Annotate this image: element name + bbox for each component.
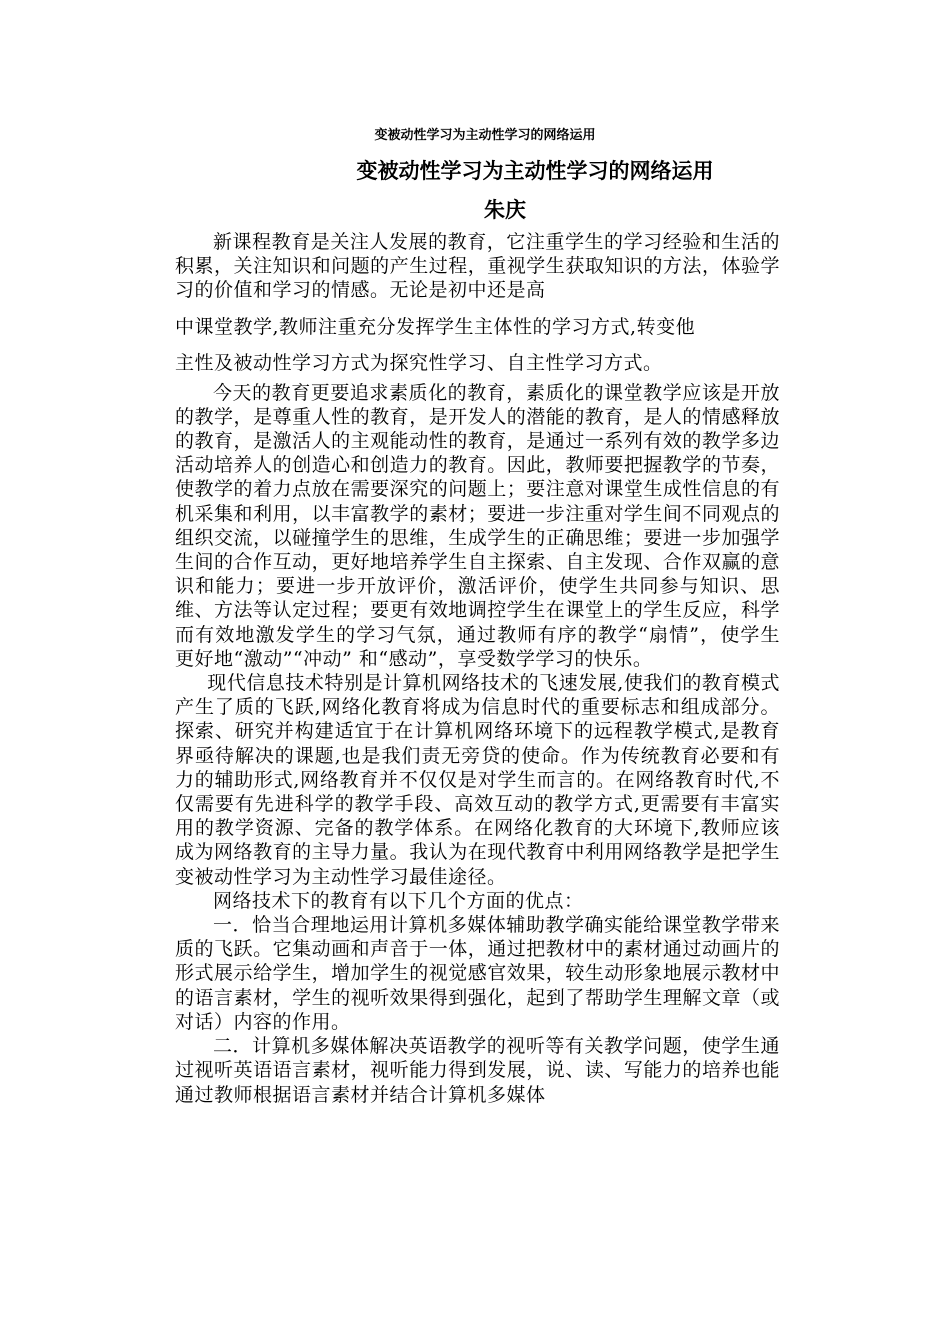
paragraph: 二．计算机多媒体解决英语教学的视听等有关教学问题，使学生通过视听英语语言素材，视听能力得到发展，说、读、写能力的培养也能通过教师根据语言素材并结合计算机多媒体 [175, 1035, 780, 1106]
article-author: 朱庆 [484, 198, 526, 222]
paragraph: 一．恰当合理地运用计算机多媒体辅助教学确实能给课堂教学带来质的飞跃。它集动画和声音于一体，通过把教材中的素材通过动画片的形式展示给学生，增加学生的视觉感官效果，较生动形象地展示教材中的语言素材，学生的视听效果得到强化，起到了帮助学生理解文章（或对话）内容的作用。 [175, 914, 780, 1033]
paragraph: 现代信息技术特别是计算机网络技术的飞速发展,使我们的教育模式产生了质的飞跃,网络化教育将成为信息时代的重要标志和组成部分。探索、研究并构建适宜于在计算机网络环境下的远程教学模式,是教育界亟待解决的课题,也是我们责无旁贷的使命。作为传统教育必要和有力的辅助形式,网络教育并不仅仅是对学生而言的。在网络教育时代,不仅需要有先进科学的教学手段、高效互动的教学方式,更需要有丰富实用的教学资源、完备的教学体系。在网络化教育的大环境下,教师应该成为网络教育的主导力量。我认为在现代教育中利用网络教学是把学生变被动性学习为主动性学习最佳途径。 [175, 672, 780, 888]
paragraph: 网络技术下的教育有以下几个方面的优点： [213, 889, 584, 912]
article-body [175, 230, 780, 1107]
running-header: 变被动性学习为主动性学习的网络运用 [374, 128, 596, 143]
paragraph: 主性及被动性学习方式为探究性学习、自主性学习方式。 [175, 351, 663, 374]
paragraph: 新课程教育是关注人发展的教育，它注重学生的学习经验和生活的积累，关注知识和问题的产生过程，重视学生获取知识的方法，体验学习的价值和学习的情感。无论是初中还是高 [175, 231, 780, 302]
paragraph: 中课堂教学,教师注重充分发挥学生主体性的学习方式,转变他 [175, 315, 696, 338]
article-title: 变被动性学习为主动性学习的网络运用 [356, 159, 714, 183]
paragraph: 今天的教育更要追求素质化的教育，素质化的课堂教学应该是开放的教学，是尊重人性的教育，是开发人的潜能的教育，是人的情感释放的教育，是激活人的主观能动性的教育，是通过一系列有效的教学多边活动培养人的创造心和创造力的教育。因此，教师要把握教学的节奏，使教学的着力点放在需要深究的问题上；要注意对课堂生成性信息的有机采集和利用，以丰富教学的素材；要进一步注重对学生间不同观点的组织交流，以碰撞学生的思维，生成学生的正确思维；要进一步加强学生间的合作互动，更好地培养学生自主探索、自主发现、合作双赢的意识和能力；要进一步开放评价，激活评价，使学生共同参与知识、思维、方法等认定过程；要更有效地调控学生在课堂上的学生反应，科学而有效地激发学生的学习气氛，通过教师有序的教学“扇情”，使学生更好地“激动”“冲动” 和“感动”，享受数学学习的快乐。 [175, 381, 780, 670]
